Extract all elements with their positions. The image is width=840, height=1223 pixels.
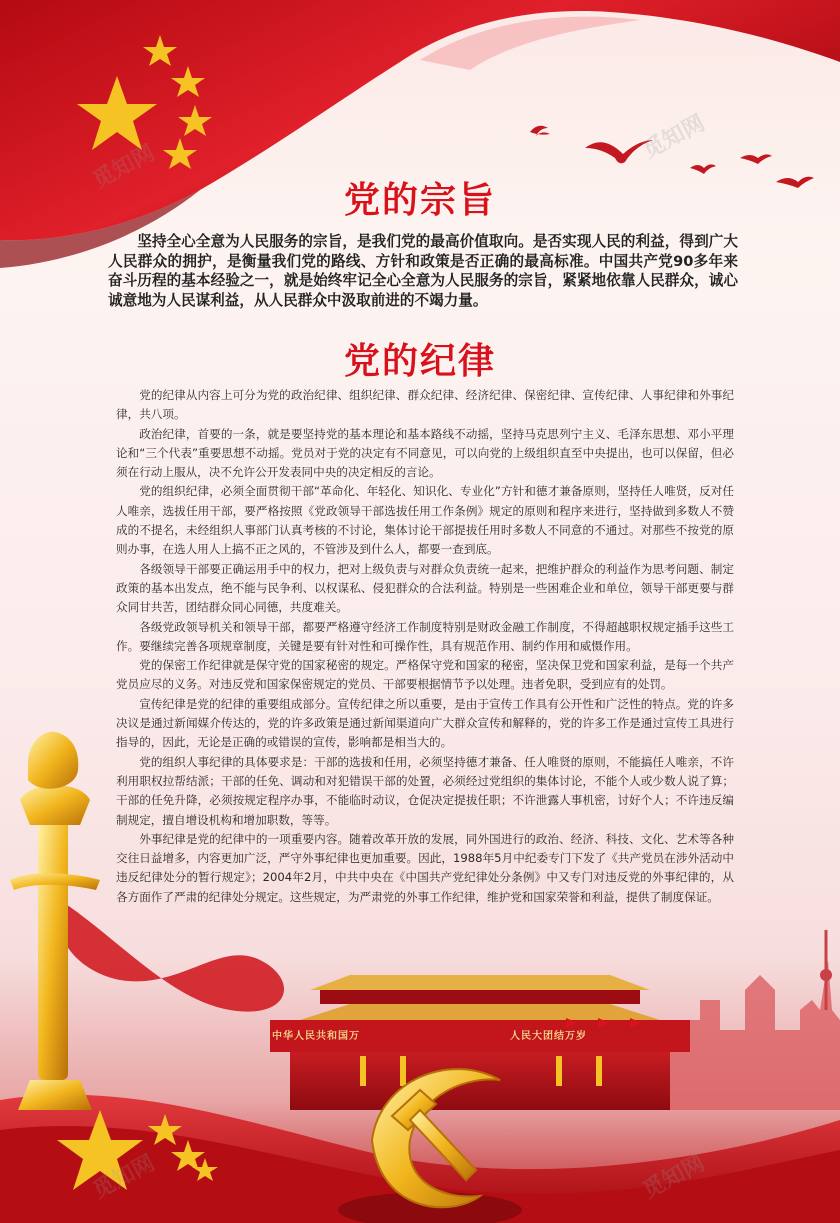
title-party-purpose: 党的宗旨 <box>343 180 496 221</box>
banner-right-text: 人民大团结万岁 <box>510 1031 587 1042</box>
watermark: 觅知网 <box>638 110 709 164</box>
discipline-paragraph: 政治纪律，首要的一条，就是要坚持党的基本理论和基本路线不动摇，坚持马克思列宁主义、毛泽东思想、邓小平理论和“三个代表”重要思想不动摇。党员对于党的决定有不同意见，可以向党的上级组织直至中央提出，也可以保留，但必须在行动上服从，决不允许公开发表同中央的决定相反的言论。 <box>116 426 734 480</box>
watermark: 觅知网 <box>638 1150 709 1204</box>
title-party-discipline: 党的纪律 <box>343 341 496 382</box>
discipline-paragraph: 各级领导干部要正确运用手中的权力，把对上级负责与对群众负责统一起来，把维护群众的利益作为思考问题、制定政策的基本出发点，绝不能与民争利、以权谋私、侵犯群众的合法利益。特别是一些困难企业和单位，领导干部更要与群众同甘共苦，团结群众同心同德，共度难关。 <box>116 561 734 615</box>
discipline-paragraph: 党的纪律从内容上可分为党的政治纪律、组织纪律、群众纪律、经济纪律、保密纪律、宣传纪律、人事纪律和外事纪律，共八项。 <box>116 388 734 422</box>
banner-left-text: 中华人民共和国万 <box>272 1031 360 1042</box>
discipline-paragraph: 各级党政领导机关和领导干部，都要严格遵守经济工作制度特别是财政金融工作制度，不得超越职权规定插手这些工作。要继续完善各项规章制度，关键是要有针对性和可操作性，具有规范作用、制约作用和威慑作用。 <box>116 619 734 653</box>
discipline-body <box>116 386 734 907</box>
watermark: 觅知网 <box>88 140 159 194</box>
discipline-paragraph: 党的组织人事纪律的具体要求是：干部的选拔和任用，必须坚持德才兼备、任人唯贤的原则，不能搞任人唯亲，不许利用职权拉帮结派；干部的任免、调动和对犯错误干部的处置，必须经过党组织的集体讨论，不能个人或少数人说了算；干部的任免升降，必须按规定程序办事，不能临时动议，仓促决定提拔任职；不许泄露人事机密，讨好个人；不许违反编制规定，擅自增设机构和增加职数，等等。 <box>116 754 734 827</box>
intro-paragraph: 坚持全心全意为人民服务的宗旨，是我们党的最高价值取向。是否实现人民的利益，得到广大人民群众的拥护，是衡量我们党的路线、方针和政策是否正确的最高标准。中国共产党90多年来奋斗历程的基本经验之一，就是始终牢记全心全意为人民服务的宗旨，紧紧地依靠人民群众，诚心诚意地为人民谋利益，从人民群众中汲取前进的不竭力量。 <box>108 233 738 309</box>
discipline-paragraph: 外事纪律是党的纪律中的一项重要内容。随着改革开放的发展，同外国进行的政治、经济、科技、文化、艺术等各种交往日益增多，内容更加广泛，严守外事纪律也更加重要。因此，1988年5月中纪委专门下发了《共产党员在涉外活动中违反纪律处分的暂行规定》；2004年2月，中共中央在《中国共产党纪律处分条例》中又专门对违反党的外事纪律的，从各方面作了严肃的纪律处分规定。这些规定，为严肃党的外事工作纪律，维护党和国家荣誉和利益，提供了制度保证。 <box>116 831 734 904</box>
discipline-paragraph: 党的组织纪律，必须全面贯彻干部“革命化、年轻化、知识化、专业化”方针和德才兼备原则，坚持任人唯贤，反对任人唯亲，选拔任用干部，要严格按照《党政领导干部选拔任用工作条例》规定的原则和程序来进行，坚持做到多数人不赞成的不提名，未经组织人事部门认真考核的不讨论，集体讨论干部提拔任用时多数人不同意的不通过。对那些不按党的原则办事，在选人用人上搞不正之风的，不管涉及到什么人，都要一查到底。 <box>116 484 734 557</box>
discipline-paragraph: 宣传纪律是党的纪律的重要组成部分。宣传纪律之所以重要，是由于宣传工作具有公开性和广泛性的特点。党的许多决议是通过新闻媒介传达的，党的许多政策是通过新闻渠道向广大群众宣传和解释的，党的许多工作是通过宣传工具进行指导的，因此，无论是正确的或错误的宣传，影响都是相当大的。 <box>116 696 734 750</box>
watermark: 觅知网 <box>88 1150 159 1204</box>
discipline-paragraph: 党的保密工作纪律就是保守党的国家秘密的规定。严格保守党和国家的秘密，坚决保卫党和国家利益，是每一个共产党员应尽的义务。对违反党和国家保密规定的党员、干部要根据情节予以处理。违者免职，受到应有的处罚。 <box>116 658 734 692</box>
